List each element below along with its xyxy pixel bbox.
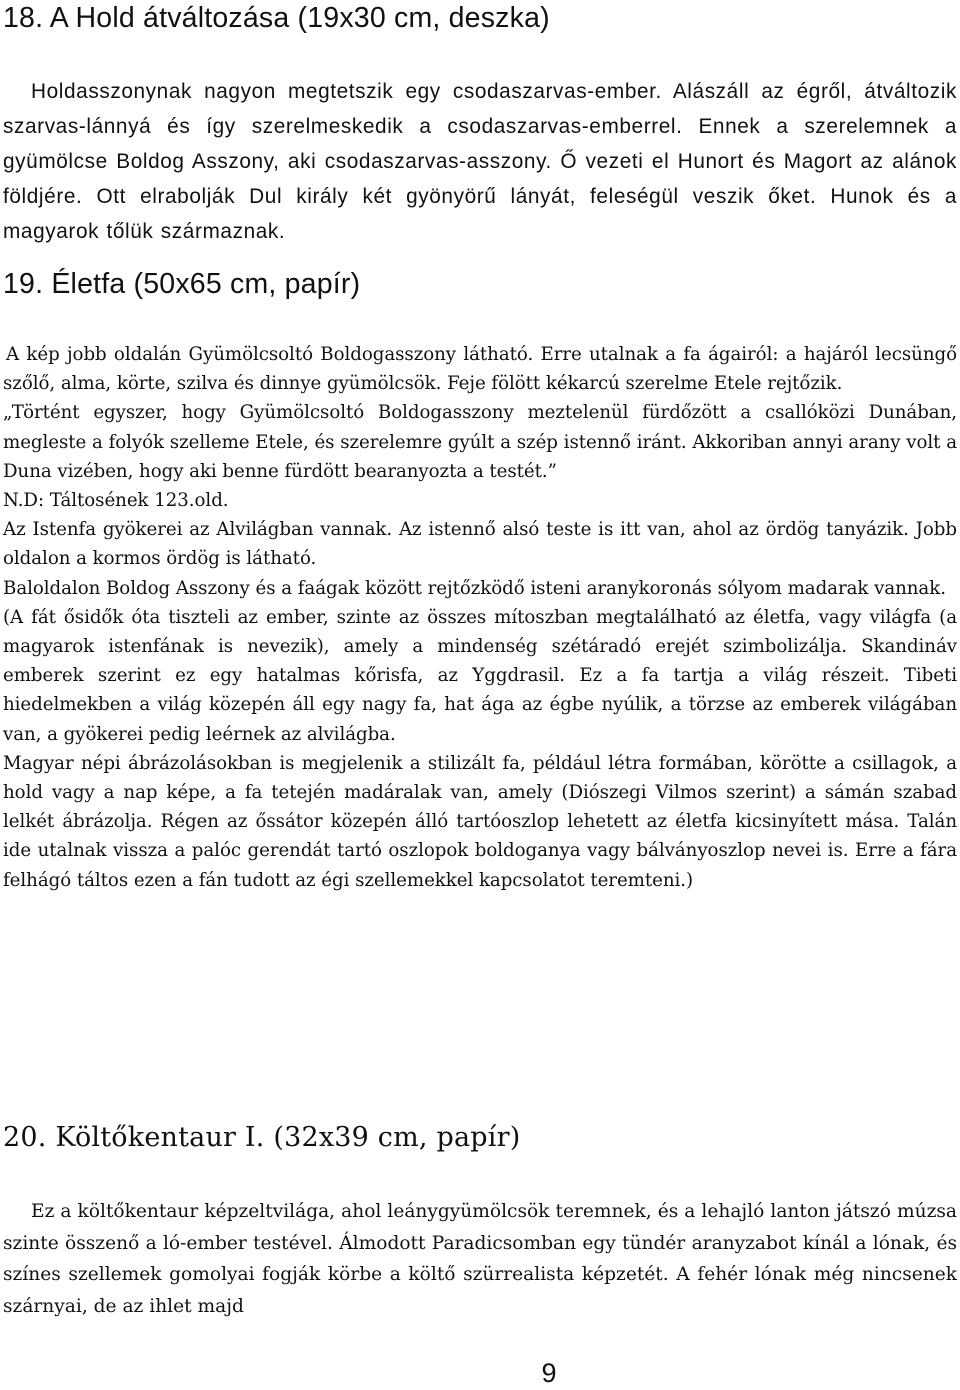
section-19-paragraph-1: A kép jobb oldalán Gyümölcsoltó Boldogasszony látható. Erre utalnak a fa ágairól: a hajáról lecsüngő szőlő, alma, körte, szilva és dinnye gyümölcsök. Feje fölött kékarcú szerelme Etele rejtőzik. [3,344,957,395]
section-19-paragraph-roots: Az Istenfa gyökerei az Alvilágban vannak. Az istennő alsó teste is itt van, ahol az ördög tanyázik. Jobb oldalon a kormos ördög is látható. [3,519,957,570]
section-18-paragraph: Holdasszonynak nagyon megtetszik egy csodaszarvas-ember. Alászáll az égről, átváltozik szarvas-lánnyá és így szerelmeskedik a csodaszarvas-emberrel. Ennek a szerelemnek a gyümölcse Boldog Asszony, aki csodaszarvas-asszony. Ő vezeti el Hunort és Magort az alánok földjére. Ott elrabolják Dul király két gyönyörű lányát, feleségül veszik őket. Hunok és a magyarok tőlük származnak. [3,80,957,243]
page-number: 9 [541,1358,557,1388]
section-19-paragraph-folk-art: Magyar népi ábrázolásokban is megjelenik a stilizált fa, például létra formában, körötte a csillagok, a hold vagy a nap képe, a fa tetején madáralak van, amely (Diószegi Vilmos szerint) a sámán szabad lelkét ábrázolja. Régen az őssátor közepén álló tartóoszlop lehetett az életfa kicsinyített mása. Talán ide utalnak vissza a palóc gerendát tartó oszlopok boldoganya vagy bálványoszlop nevei is. Erre a fára felhágó táltos ezen a fán tudott az égi szellemekkel kapcsolatot teremteni.) [3,752,957,891]
section-19-paragraph-tree-of-life: (A fát ősidők óta tiszteli az ember, szinte az összes mítoszban megtalálható az életfa, vagy világfa (a magyarok istenfának is nevezik), amely a mindenség szétáradó erejét szimbolizálja. Skandináv emberek szerint ez egy hatalmas kőrisfa, az Yggdrasil. Ez a fa tartja a világ részeit. Tibeti hiedelmekben a világ közepén áll egy nagy fa, hat ága az égbe nyúlik, a törzse az emberek világában van, a gyökerei pedig leérnek az alvilágba. [3,606,957,745]
section-18-heading: 18. A Hold átváltozása (19x30 cm, deszka) [3,2,550,34]
section-19-heading: 19. Életfa (50x65 cm, papír) [3,268,361,300]
section-19-body [3,340,957,895]
section-18-body [3,74,957,249]
section-20-heading: 20. Költőkentaur I. (32x39 cm, papír) [3,1122,521,1153]
section-19-source: N.D: Táltosének 123.old. [3,490,229,512]
section-19-paragraph-left-side: Baloldalon Boldog Asszony és a faágak között rejtőzködő isteni aranykoronás sólyom madarak vannak. [3,577,946,599]
section-19-quote: „Történt egyszer, hogy Gyümölcsoltó Boldogasszony meztelenül fürdőzött a csallóközi Dunában, megleste a folyók szelleme Etele, és szerelemre gyúlt a szép istennő iránt. Akkoriban annyi arany volt a Duna vizében, hogy aki benne fürdött bearanyozta a testét.” [3,402,957,482]
section-20-paragraph: Ez a költőkentaur képzeltvilága, ahol leánygyümölcsök teremnek, és a lehajló lanton játszó múzsa szinte összenő a ló-ember testével. Álmodott Paradicsomban egy tündér aranyzabot kínál a lónak, és színes szellemek gomolyai fogják körbe a költő szürrealista képzetét. A fehér lónak még nincsenek szárnyai, de az ihlet majd [3,1201,957,1317]
section-20-body [3,1196,957,1322]
